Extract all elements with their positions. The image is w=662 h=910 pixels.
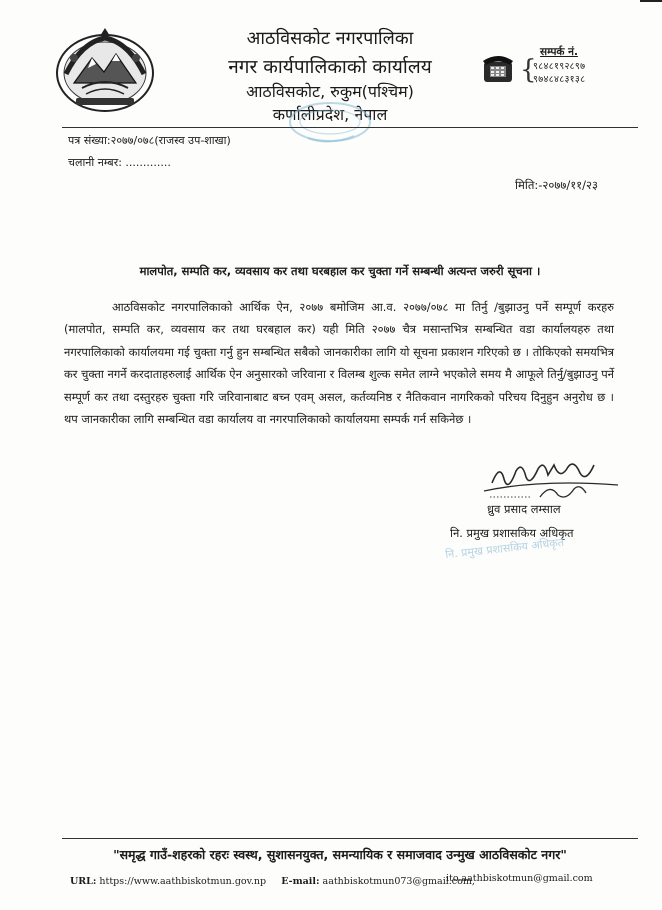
signatory-stamp: नि. प्रमुख प्रशासकिय अधिकृत	[444, 535, 565, 562]
contact-title: सम्पर्क नं.	[540, 46, 578, 58]
handwritten-signature	[470, 453, 620, 503]
signatory-name: ध्रुव प्रसाद लम्साल	[487, 502, 561, 516]
footer-contact	[70, 876, 475, 887]
header-divider	[62, 127, 638, 128]
letter-date: मिति:-२०७७/११/२३	[515, 178, 599, 192]
notice-subject: मालपोत, सम्पति कर, व्यवसाय कर तथा घरबहाल कर चुक्ता गर्ने सम्बन्धी अत्यन्त जरुरी सूचना ।	[139, 264, 541, 278]
header-province: कर्णालीप्रदेश, नेपाल	[272, 105, 388, 124]
signatory-title: नि. प्रमुख प्रशासकिय अधिकृत	[450, 526, 574, 540]
office-stamp-icon	[278, 98, 388, 148]
email-label: E-mail:	[281, 876, 320, 887]
header-municipality: आठविसकोट नगरपालिका	[246, 28, 414, 49]
telephone-icon	[481, 52, 515, 84]
email-link-2[interactable]: ito.aathbiskotmun@gmail.com	[446, 873, 593, 884]
notice-body: आठविसकोट नगरपालिकाको आर्थिक ऐन, २०७७ बमोजिम आ.व. २०७७/०७८ मा तिर्नु /बुझाउनु पर्ने सम्पूर्ण करहरु (मालपोत, सम्पति कर, व्यवसाय कर तथा घरबहाल कर) यही मिति २०७७ चैत्र मसान्तभित्र सम्बन्धित वडा कार्यालयहरु तथा नगरपालिकाको कार्यालयमा गई चुक्ता गर्नु हुन सम्बन्धित सबैको जानकारीका लागि यो सूचना प्रकाशन गरिएको छ । तोकिएको समयभित्र कर चुक्ता नगर्ने करदाताहरुलाई आर्थिक ऐन अनुसारको जरिवाना र विलम्ब शुल्क समेत लाग्ने भएकोले समय मै आफूले तिर्नु/बुझाउनु पर्ने सम्पूर्ण कर तथा दस्तुरहरु चुक्ता गरि जरिवानाबाट बच्न एवम् असल, कर्तव्यनिष्ठ र नैतिकवान नागरिकको परिचय दिनुहुन अनुरोध छ । थप जानकारीका लागि सम्बन्धित वडा कार्यालय वा नगरपालिकाको कार्यालयमा सम्पर्क गर्न सकिनेछ ।	[64, 300, 614, 427]
reference-number: पत्र संख्या:२०७७/०७८(राजस्व उप-शाखा)	[68, 134, 231, 147]
footer-slogan: "समृद्ध गाउँ-शहरको रहरः स्वस्थ, सुशासनयुक्त, समन्यायिक र समाजवाद उन्मुख आठविसकोट नगर"	[113, 847, 567, 862]
header-office: नगर कार्यपालिकाको कार्यालय	[228, 56, 432, 78]
contact-number-1: ९८४८१९२८९७	[533, 61, 586, 72]
contact-number-2: ९७४८४८३१३८	[533, 74, 586, 85]
url-label: URL:	[70, 876, 97, 887]
page-edge-mark	[640, 0, 662, 2]
nepal-emblem-icon	[52, 28, 158, 114]
email-link[interactable]: aathbiskotmun073@gmail.com,	[322, 876, 475, 887]
contact-brace: {	[520, 55, 537, 85]
header-address: आठविसकोट, रुकुम(पश्चिम)	[246, 82, 414, 101]
dispatch-number: चलानी नम्बर: .............	[68, 156, 171, 169]
footer-divider	[62, 838, 638, 839]
website-link[interactable]: https://www.aathbiskotmun.gov.np	[99, 876, 267, 887]
